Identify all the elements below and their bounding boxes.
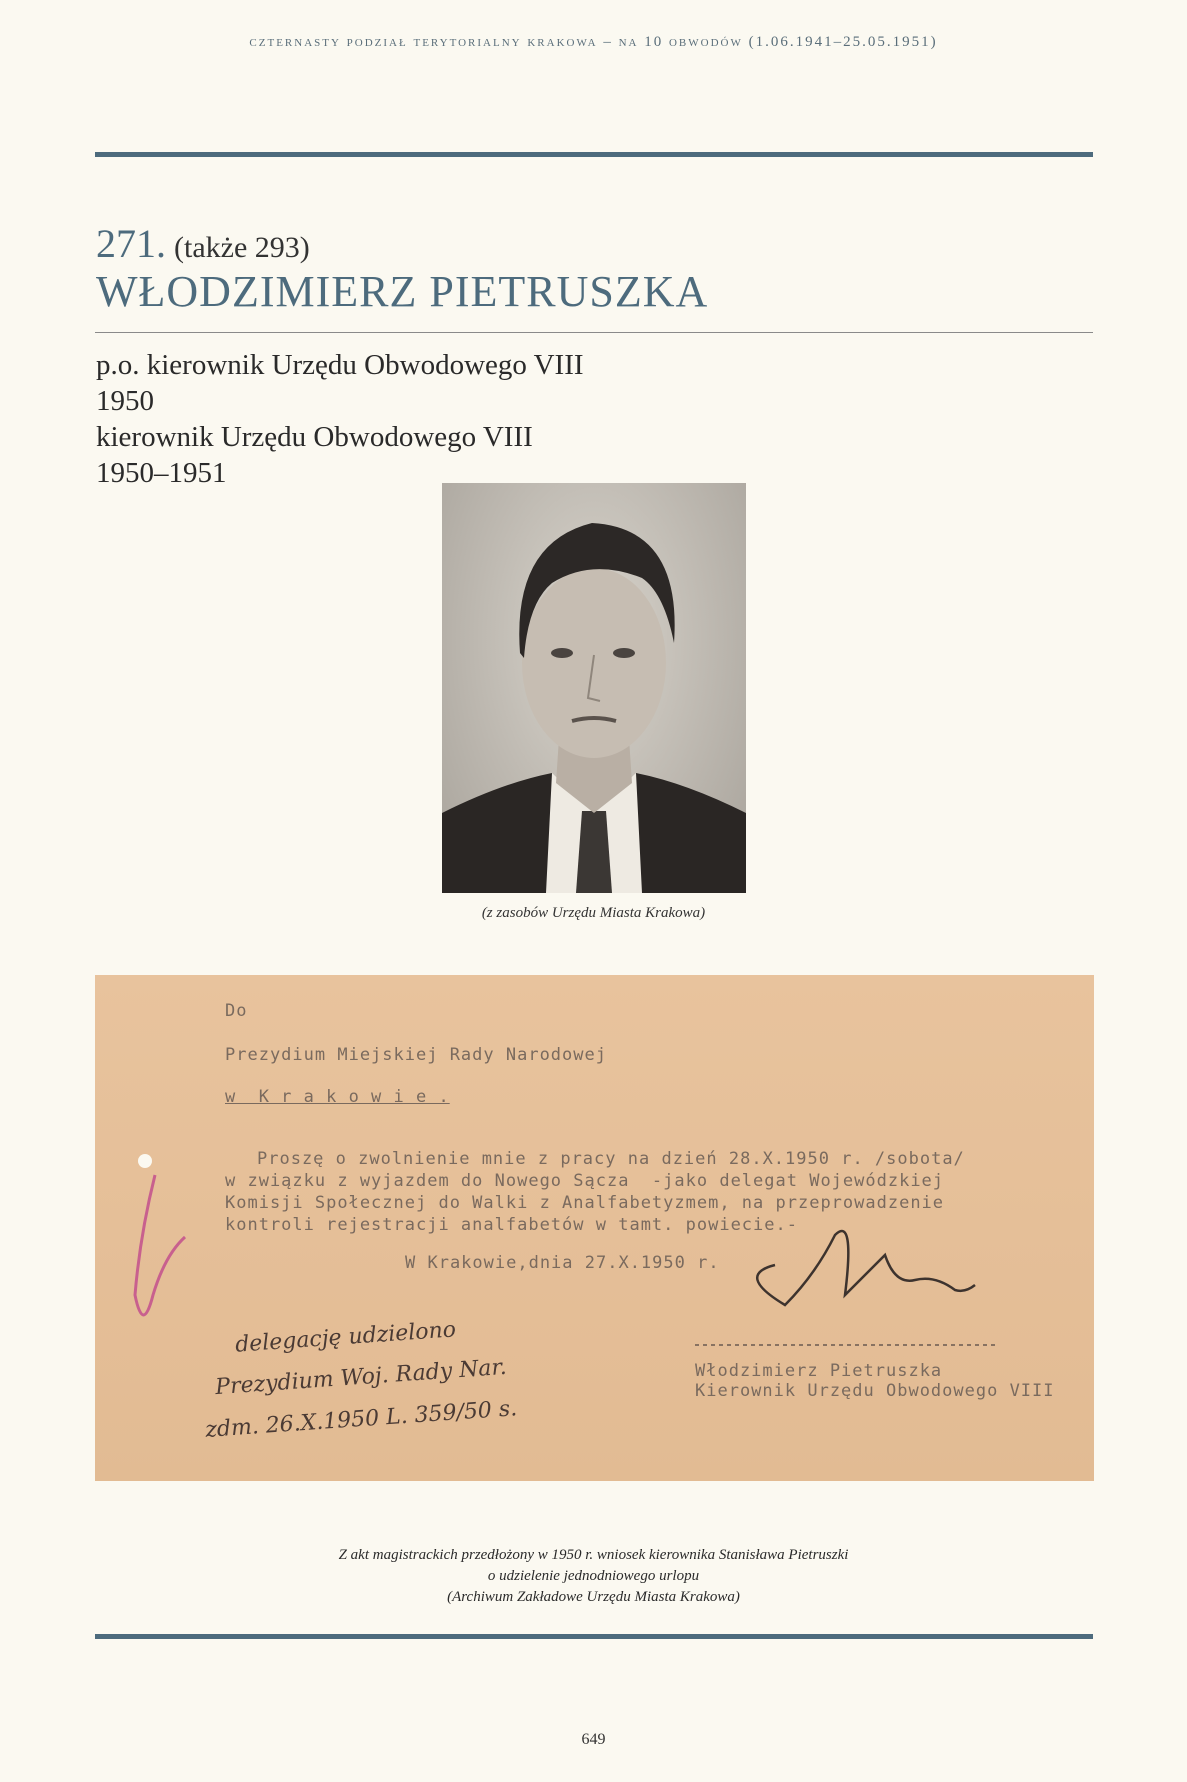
role-line: 1950 [96,385,154,417]
portrait-illustration [442,483,746,893]
handwritten-note: delegację udzielono [234,1317,457,1358]
portrait-photo [442,483,746,893]
entry-number: 271. [96,221,166,266]
page-number: 649 [581,1731,606,1748]
document-caption [0,1545,1187,1608]
header-rule [95,152,1093,157]
doc-signer-name: Włodzimierz Pietruszka [695,1361,943,1381]
entry-name: WŁODZIMIERZ PIETRUSZKA [96,267,709,316]
doc-to: Do [225,1001,248,1021]
role-line: 1950–1951 [96,457,227,489]
doc-date-line: W Krakowie,dnia 27.X.1950 r. [405,1253,720,1273]
doc-signer-title: Kierownik Urzędu Obwodowego VIII [695,1381,1055,1401]
doc-markings [95,975,1094,1481]
punch-hole-icon [138,1154,152,1168]
entry-also-ref: (także 293) [174,231,310,264]
roles-list [96,347,584,491]
doc-city: w K r a k o w i e . [225,1087,450,1107]
doc-body-line: Komisji Społecznej do Walki z Analfabetyzmem, na przeprowadzenie [225,1193,945,1213]
pink-check-mark [135,1175,185,1315]
doc-body-line: w związku z wyjazdem do Nowego Sącza -jako delegat Wojewódzkiej [225,1171,945,1191]
role-line: p.o. kierownik Urzędu Obwodowego VIII [96,349,584,381]
doc-addressee: Prezydium Miejskiej Rady Narodowej [225,1045,607,1065]
caption-line: (Archiwum Zakładowe Urzędu Miasta Krakowa) [447,1589,740,1605]
name-rule [95,332,1093,333]
entry-heading [96,221,310,266]
archival-document [95,975,1094,1481]
footer-rule [95,1634,1093,1639]
caption-line: Z akt magistrackich przedłożony w 1950 r. wniosek kierownika Stanisława Pietruszki [338,1547,849,1563]
signature [757,1231,975,1305]
photo-credit: (z zasobów Urzędu Miasta Krakowa) [481,905,706,921]
running-head: czternasty podział terytorialny krakowa – na 10 obwodów (1.06.1941–25.05.1951) [249,34,938,50]
handwritten-note: zdm. 26.X.1950 L. 359/50 s. [204,1396,518,1443]
role-line: kierownik Urzędu Obwodowego VIII [96,421,533,453]
doc-body-line: Proszę o zwolnienie mnie z pracy na dzień 28.X.1950 r. /sobota/ [257,1149,965,1169]
doc-body-line: kontroli rejestracji analfabetów w tamt. powiecie.- [225,1215,798,1235]
handwritten-note: Prezydium Woj. Rady Nar. [214,1354,508,1401]
caption-line: o udzielenie jednodniowego urlopu [487,1568,700,1584]
